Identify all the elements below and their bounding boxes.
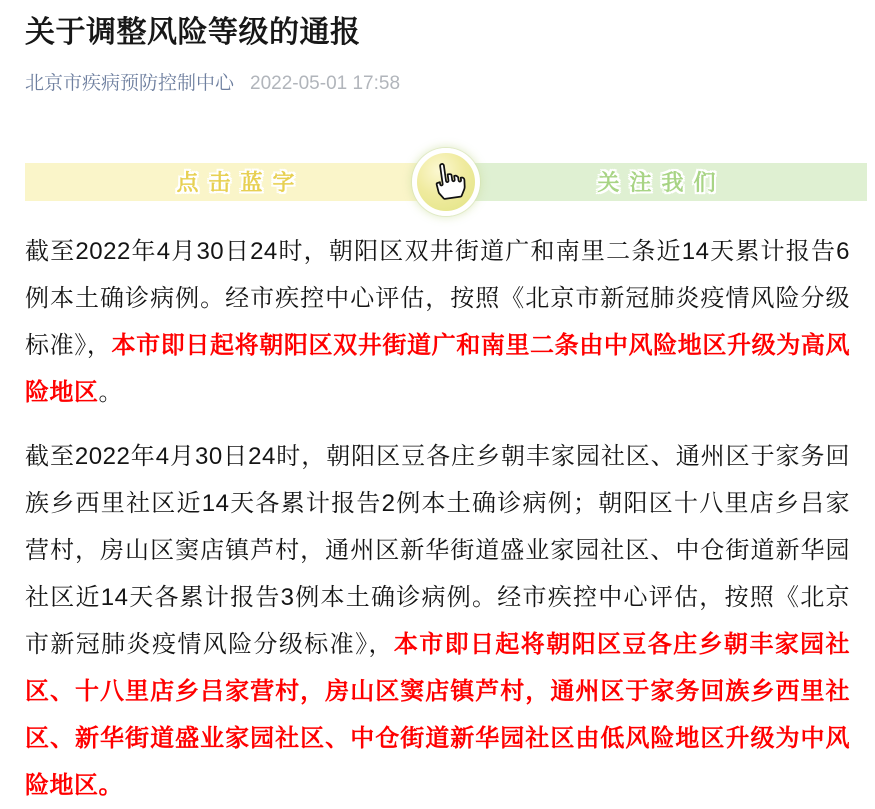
article-meta [25, 68, 850, 95]
paragraph-1-text: 截至2022年4月30日24时，朝阳区双井街道广和南里二条近14天累计报告6例本土确诊病例。经市疾控中心评估，按照《北京市新冠肺炎疫情风险分级标准》， [25, 237, 850, 359]
paragraph-2-text: 截至2022年4月30日24时，朝阳区豆各庄乡朝丰家园社区、通州区于家务回族乡西里社区近14天各累计报告2例本土确诊病例；朝阳区十八里店乡吕家营村，房山区窦店镇芦村，通州区新华街道盛业家园社区、中仓街道新华园社区近14天各累计报告3例本土确诊病例。经市疾控中心评估，按照《北京市新冠肺炎疫情风险分级标准》， [25, 442, 850, 658]
paragraph-2-highlight: 本市即日起将朝阳区豆各庄乡朝丰家园社区、十八里店乡吕家营村，房山区窦店镇芦村，通州区于家务回族乡西里社区、新华街道盛业家园社区、中仓街道新华园社区由低风险地区升级为中风险地区。 [25, 630, 850, 799]
follow-banner[interactable] [25, 163, 867, 201]
author-link[interactable]: 北京市疾病预防控制中心 [25, 72, 235, 94]
banner-right-segment[interactable] [446, 163, 867, 201]
article-body [25, 228, 850, 809]
publish-date: 2022-05-01 17:58 [250, 72, 401, 94]
paragraph-1-highlight: 本市即日起将朝阳区双井街道广和南里二条由中风险地区升级为高风险地区 [25, 331, 851, 406]
banner-left-label: 点击蓝字 [176, 170, 305, 195]
banner-left-segment[interactable] [25, 163, 446, 201]
paragraph-1-tail: 。 [98, 378, 123, 406]
paragraph-1 [25, 228, 850, 416]
banner-right-label: 关注我们 [597, 170, 726, 195]
page-title: 关于调整风险等级的通报 [25, 16, 361, 49]
hand-pointer-badge[interactable] [412, 148, 480, 216]
paragraph-2 [25, 433, 850, 809]
hand-pointer-icon [426, 159, 466, 204]
